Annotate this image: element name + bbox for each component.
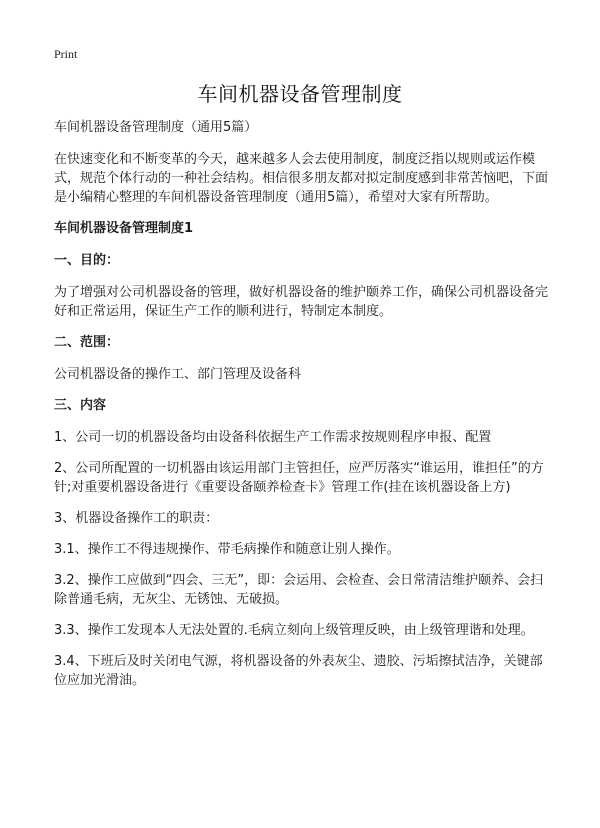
section-heading: 车间机器设备管理制度1 (54, 221, 194, 236)
content-item: 3、机器设备操作工的职责： (54, 511, 219, 526)
print-link[interactable]: Print (54, 47, 78, 61)
scope-heading: 二、范围： (54, 335, 120, 350)
content-item: 3.1、操作工不得违规操作、带毛病操作和随意让别人操作。 (54, 542, 400, 557)
content-item: 3.3、操作工发现本人无法处置的.毛病立刻向上级管理反映，由上级管理谐和处理。 (54, 623, 534, 638)
document-subtitle: 车间机器设备管理制度（通用5篇） (54, 120, 258, 135)
purpose-heading: 一、目的： (54, 253, 120, 268)
content-heading: 三、内容 (54, 398, 107, 413)
page-title: 车间机器设备管理制度 (197, 82, 403, 106)
intro-paragraph: 在快速变化和不断变革的今天，越来越多人会去使用制度，制度泛指以规则或运作模式，规范个体行动的一种社会结构。相信很多朋友都对拟定制度感到非常苦恼吧，下面是小编精心整理的车间机器设备管理制度（通用5篇），希望对大家有所帮助。 (54, 152, 549, 205)
content-item: 1、公司一切的机器设备均由设备科依据生产工作需求按规则程序申报、配置 (54, 430, 492, 445)
content-item: 2、公司所配置的一切机器由该运用部门主管担任，应严厉落实“谁运用，谁担任”的方针;对重要机器设备进行《重要设备颐养检查卡》管理工作(挂在该机器设备上方) (54, 461, 544, 495)
purpose-paragraph: 为了增强对公司机器设备的管理，做好机器设备的维护颐养工作，确保公司机器设备完好和正常运用，保证生产工作的顺利进行，特制定本制度。 (54, 285, 549, 319)
content-item: 3.2、操作工应做到“四会、三无”，即：会运用、会检查、会日常清洁维护颐养、会扫除普通毛病，无灰尘、无锈蚀、无破损。 (54, 573, 544, 607)
content-item: 3.4、下班后及时关闭电气源，将机器设备的外表灰尘、遗胶、污垢擦拭洁净，关键部位应加光滑油。 (54, 654, 543, 688)
document-body (54, 118, 552, 702)
scope-paragraph: 公司机器设备的操作工、部门管理及设备科 (54, 367, 302, 382)
